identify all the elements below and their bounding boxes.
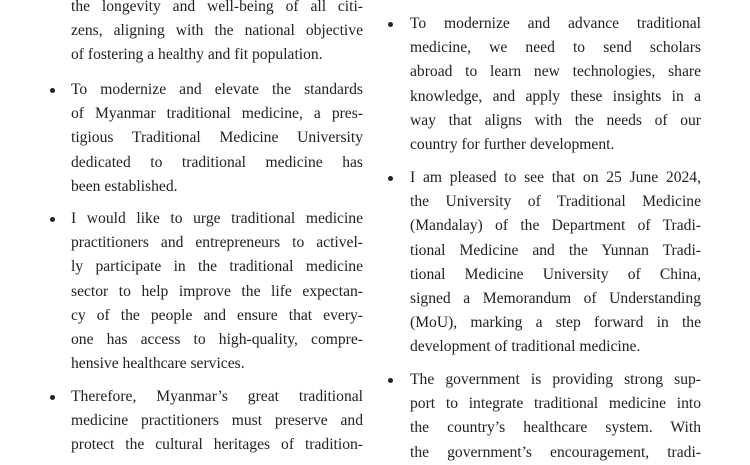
bullet-item-modernize-standards bbox=[71, 78, 363, 199]
text-line: The government is providing strong sup- bbox=[410, 371, 701, 388]
bullet-icon bbox=[50, 217, 55, 222]
text-line: country for further development. bbox=[410, 136, 615, 154]
text-line: protect the cultural heritages of tradition- bbox=[71, 436, 363, 454]
bullet-item-send-scholars bbox=[410, 12, 701, 157]
text-line: cy of the people and ensure that every- bbox=[71, 306, 363, 324]
text-line: the country’s healthcare system. With bbox=[410, 419, 701, 437]
text-line: the University of Traditional Medicine bbox=[410, 193, 701, 211]
bullet-item-preserve-heritage bbox=[71, 385, 363, 458]
text-line: I would like to urge traditional medicine bbox=[71, 210, 363, 227]
bullet-item-mou-signing bbox=[410, 166, 701, 360]
text-line: ly participate in the traditional medicine bbox=[71, 258, 363, 276]
bullet-icon bbox=[50, 88, 55, 93]
text-line: sector to help improve the life expectan- bbox=[71, 282, 363, 300]
text-line: the government’s encouragement, tradi- bbox=[410, 443, 701, 461]
text-line: abroad to learn new technologies, share bbox=[410, 63, 701, 81]
text-line: (MoU), marking a step forward in the bbox=[410, 314, 701, 332]
text-line: To modernize and elevate the standards bbox=[71, 81, 363, 98]
text-line: tigious Traditional Medicine University bbox=[71, 129, 363, 147]
bullet-item-government-support bbox=[410, 368, 701, 465]
text-line: the longevity and well-being of all citi- bbox=[71, 0, 363, 15]
text-line: (Mandalay) of the Department of Tradi- bbox=[410, 217, 701, 235]
text-line: of fostering a healthy and fit population. bbox=[71, 46, 323, 64]
text-line: practitioners and entrepreneurs to activel- bbox=[71, 234, 363, 252]
text-line: tional Medicine and the Yunnan Tradi- bbox=[410, 241, 701, 259]
text-line: been established. bbox=[71, 177, 178, 195]
bullet-icon bbox=[50, 395, 55, 400]
text-line: zens, aligning with the national objective bbox=[71, 22, 363, 40]
text-line: I am pleased to see that on 25 June 2024, bbox=[410, 169, 701, 186]
text-line: knowledge, and apply these insights in a bbox=[410, 87, 701, 105]
continuation-paragraph bbox=[71, 0, 363, 68]
text-line: medicine, we need to send scholars bbox=[410, 39, 701, 57]
text-line: way that aligns with the needs of our bbox=[410, 111, 701, 129]
text-line: medicine practitioners must preserve and bbox=[71, 412, 363, 430]
text-line: signed a Memorandum of Understanding bbox=[410, 290, 701, 308]
text-line: dedicated to traditional medicine has bbox=[71, 153, 363, 171]
text-line: hensive healthcare services. bbox=[71, 355, 245, 373]
text-line: one has access to high-quality, compre- bbox=[71, 331, 363, 349]
text-line: To modernize and advance traditional bbox=[410, 15, 701, 32]
bullet-item-urge-practitioners bbox=[71, 207, 363, 376]
text-line: tional Medicine University of China, bbox=[410, 265, 701, 283]
text-line: port to integrate traditional medicine into bbox=[410, 395, 701, 413]
text-line: Therefore, Myanmar’s great traditional bbox=[71, 388, 363, 405]
bullet-icon bbox=[388, 378, 393, 383]
text-line: of Myanmar traditional medicine, a pres- bbox=[71, 105, 363, 123]
text-line: development of traditional medicine. bbox=[410, 338, 641, 356]
bullet-icon bbox=[388, 176, 393, 181]
bullet-icon bbox=[388, 22, 393, 27]
